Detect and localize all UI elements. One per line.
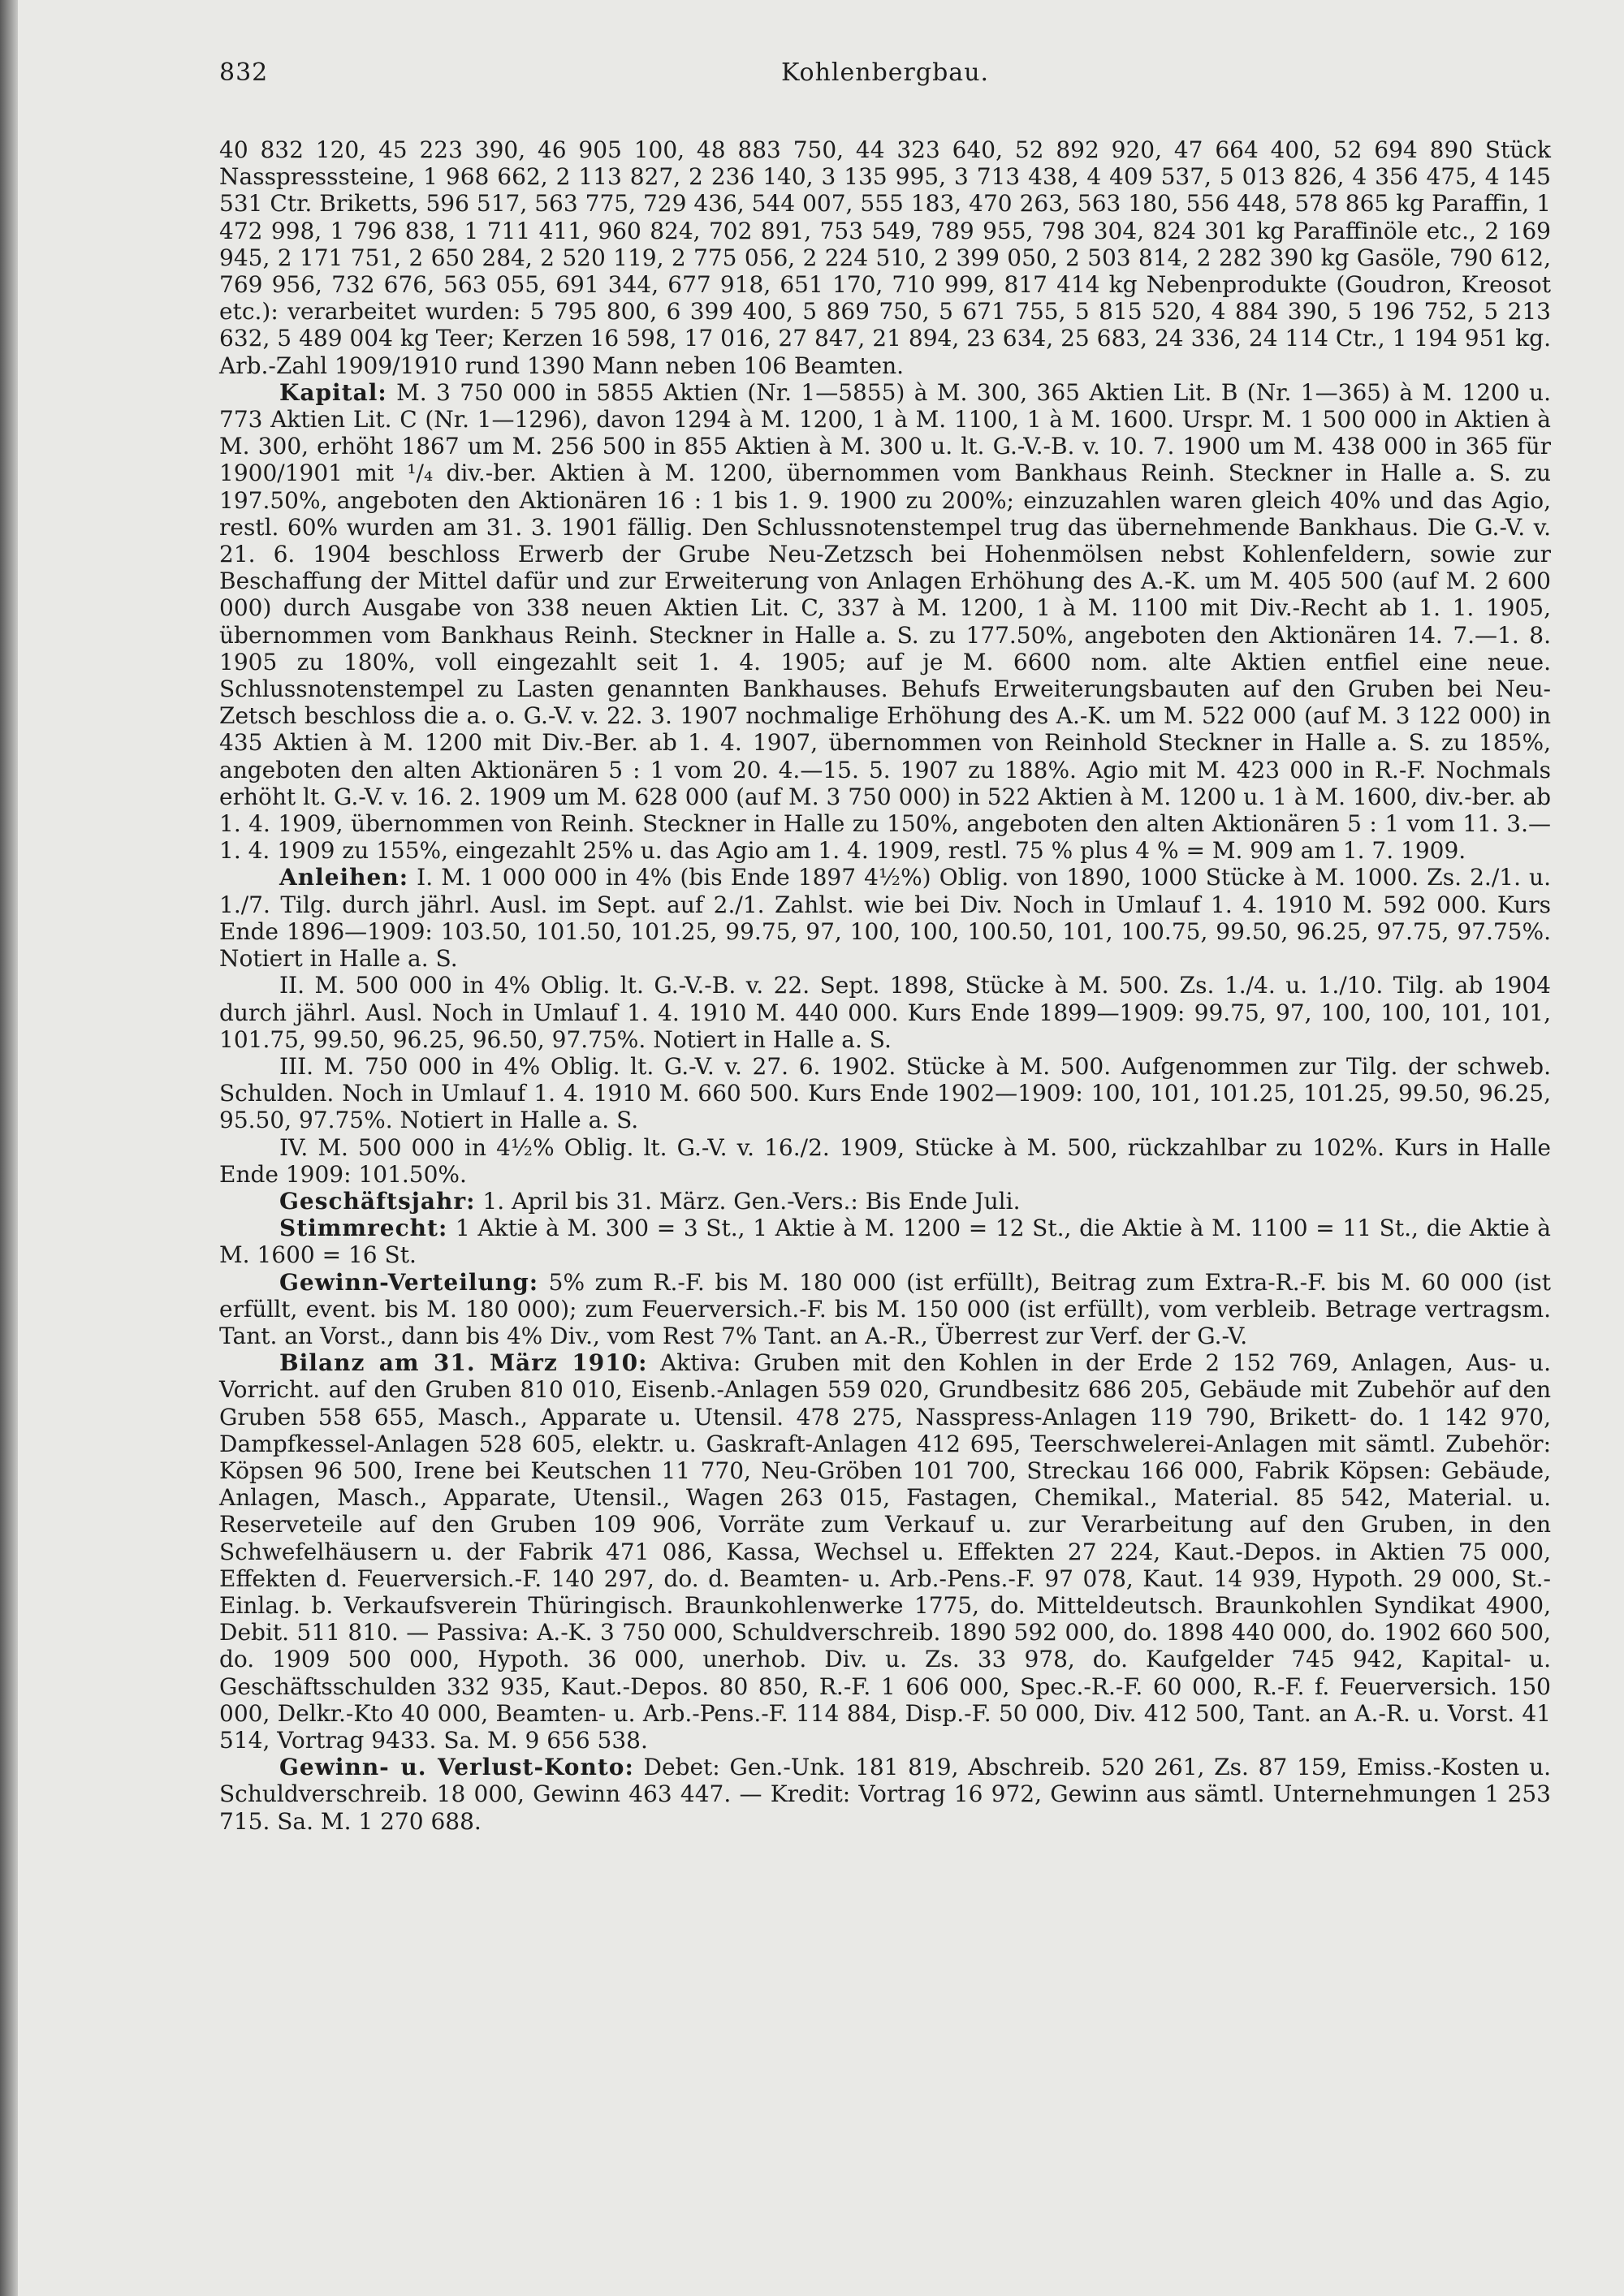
running-title: Kohlenbergbau. — [780, 58, 990, 87]
gewinn-verlust-paragraph — [219, 1754, 1551, 1835]
paragraph-text: III. M. 750 000 in 4% Oblig. lt. G.-V. v. 27. 6. 1902. Stücke à M. 500. Aufgenommen zur Tilg. der schweb. Schulden. Noch in Umlauf 1. 4. 1910 M. 660 500. Kurs Ende 1902—1909: 100, 101, 101.25, 101.25, 99.50, 96.25, 95.50, 97.75%. Notiert in Halle a. S. — [219, 1052, 1551, 1134]
section-heading: Kapital: — [279, 378, 387, 406]
geschaeftsjahr-paragraph — [219, 1188, 1551, 1215]
anleihe-iv-paragraph — [219, 1134, 1551, 1188]
section-heading: Gewinn- u. Verlust-Konto: — [279, 1754, 634, 1781]
paragraph-text: Aktiva: Gruben mit den Kohlen in der Erde 2 152 769, Anlagen, Aus- u. Vorricht. auf den Gruben 810 010, Eisenb.-Anlagen 559 020, Grundbesitz 686 205, Gebäude mit Zubehör auf den Gruben 558 655, Masch., Apparate u. Utensil. 478 275, Nasspress-Anlagen 119 790, Brikett- do. 1 142 970, Dampfkessel-Anlagen 528 605, elektr. u. Gaskraft-Anlagen 412 695, Teerschwelerei-Anlagen mit sämtl. Zubehör: Köpsen 96 500, Irene bei Keutschen 11 770, Neu-Gröben 101 700, Streckau 166 000, Fabrik Köpsen: Gebäude, Anlagen, Masch., Apparate, Utensil., Wagen 263 015, Fastagen, Chemikal., Material. 85 542, Material. u. Reserveteile auf den Gruben 109 906, Vorräte zum Verkauf u. zur Verarbeitung auf den Gruben, in den Schwefelhäusern u. der Fabrik 471 086, Kassa, Wechsel u. Effekten 27 224, Kaut.-Depos. in Aktien 75 000, Effekten d. Feuerversich.-F. 140 297, do. d. Beamten- u. Arb.-Pens.-F. 97 078, Kaut. 14 939, Hypoth. 29 000, St.-Einlag. b. Verkaufsverein Thüringisch. Braunkohlenwerke 1775, do. Mitteldeutsch. Braunkohlen Syndikat 4900, Debit. 511 810. — Passiva: A.-K. 3 750 000, Schuldverschreib. 1890 592 000, do. 1898 440 000, do. 1902 660 500, do. 1909 500 000, Hypoth. 36 000, unerhob. Div. u. Zs. 33 978, do. Kaufgelder 745 942, Kapital- u. Geschäftsschulden 332 935, Kaut.-Depos. 80 850, R.-F. 1 606 000, Spec.-R.-F. 60 000, R.-F. f. Feuerversich. 150 000, Delkr.-Kto 40 000, Beamten- u. Arb.-Pens.-F. 114 884, Disp.-F. 50 000, Div. 412 500, Tant. an A.-R. u. Vorst. 41 514, Vortrag 9433. Sa. M. 9 656 538. — [219, 1349, 1551, 1754]
page-number: 832 — [219, 58, 269, 87]
section-heading: Geschäftsjahr: — [279, 1187, 476, 1215]
stimmrecht-paragraph — [219, 1215, 1551, 1268]
document-page — [219, 49, 1551, 1835]
paragraph-text: 40 832 120, 45 223 390, 46 905 100, 48 883 750, 44 323 640, 52 892 920, 47 664 400, 52 694 890 Stück Nasspresssteine, 1 968 662, 2 113 827, 2 236 140, 3 135 995, 3 713 438, 4 409 537, 5 013 826, 4 356 475, 4 145 531 Ctr. Briketts, 596 517, 563 775, 729 436, 544 007, 555 183, 470 263, 563 180, 556 448, 578 865 kg Paraffin, 1 472 998, 1 796 838, 1 711 411, 960 824, 702 891, 753 549, 789 955, 798 304, 824 301 kg Paraffinöle etc., 2 169 945, 2 171 751, 2 650 284, 2 520 119, 2 775 056, 2 224 510, 2 399 050, 2 503 814, 2 282 390 kg Gasöle, 790 612, 769 956, 732 676, 563 055, 691 344, 677 918, 651 170, 710 999, 817 414 kg Nebenprodukte (Goudron, Kreosot etc.): verarbeitet wurden: 5 795 800, 6 399 400, 5 869 750, 5 671 755, 5 815 520, 4 884 390, 5 196 752, 5 213 632, 5 489 004 kg Teer; Kerzen 16 598, 17 016, 27 847, 21 894, 23 634, 25 683, 24 336, 24 114 Ctr., 1 194 951 kg. Arb.-Zahl 1909/1910 rund 1390 Mann neben 106 Beamten. — [219, 136, 1551, 379]
anleihe-ii-paragraph — [219, 972, 1551, 1053]
paragraph-text: 1. April bis 31. März. Gen.-Vers.: Bis Ende Juli. — [482, 1187, 1021, 1215]
paragraph-text: Debet: Gen.-Unk. 181 819, Abschreib. 520 261, Zs. 87 159, Emiss.-Kosten u. Schuldverschreib. 18 000, Gewinn 463 447. — Kredit: Vortrag 16 972, Gewinn aus sämtl. Unternehmungen 1 253 715. Sa. M. 1 270 688. — [219, 1754, 1551, 1835]
kapital-paragraph — [219, 379, 1551, 865]
bilanz-paragraph — [219, 1349, 1551, 1754]
page-header — [219, 49, 1551, 97]
paragraph-text: I. M. 1 000 000 in 4% (bis Ende 1897 4½%) Oblig. von 1890, 1000 Stücke à M. 1000. Zs. 2./1. u. 1./7. Tilg. durch jährl. Ausl. im Sept. auf 2./1. Zahlst. wie bei Div. Noch in Umlauf 1. 4. 1910 M. 592 000. Kurs Ende 1896—1909: 103.50, 101.50, 101.25, 99.75, 97, 100, 100, 100.50, 101, 100.75, 99.50, 96.25, 97.75, 97.75%. Notiert in Halle a. S. — [219, 864, 1551, 973]
anleihe-iii-paragraph — [219, 1053, 1551, 1134]
body-text — [219, 136, 1551, 1835]
section-heading: Stimmrecht: — [279, 1215, 448, 1242]
paragraph-text: 1 Aktie à M. 300 = 3 St., 1 Aktie à M. 1200 = 12 St., die Aktie à M. 1100 = 11 St., die Aktie à M. 1600 = 16 St. — [219, 1215, 1551, 1269]
paragraph-text: 5% zum R.-F. bis M. 180 000 (ist erfüllt), Beitrag zum Extra-R.-F. bis M. 60 000 (ist erfüllt, event. bis M. 180 000); zum Feuerversich.-F. bis M. 150 000 (ist erfüllt), vom verbleib. Betrage vertragsm. Tant. an Vorst., dann bis 4% Div., vom Rest 7% Tant. an A.-R., Überrest zur Verf. der G.-V. — [219, 1268, 1551, 1349]
section-heading: Anleihen: — [279, 864, 409, 891]
gewinn-verteilung-paragraph — [219, 1269, 1551, 1350]
production-paragraph — [219, 136, 1551, 379]
scan-edge — [0, 0, 18, 2296]
anleihen-paragraph — [219, 864, 1551, 972]
section-heading: Bilanz am 31. März 1910: — [279, 1349, 648, 1377]
section-heading: Gewinn-Verteilung: — [279, 1268, 539, 1296]
paragraph-text: IV. M. 500 000 in 4½% Oblig. lt. G.-V. v. 16./2. 1909, Stücke à M. 500, rückzahlbar zu 102%. Kurs in Halle Ende 1909: 101.50%. — [219, 1133, 1551, 1188]
paragraph-text: M. 3 750 000 in 5855 Aktien (Nr. 1—5855) à M. 300, 365 Aktien Lit. B (Nr. 1—365) à M. 1200 u. 773 Aktien Lit. C (Nr. 1—1296), davon 1294 à M. 1200, 1 à M. 1100, 1 à M. 1600. Urspr. M. 1 500 000 in Aktien à M. 300, erhöht 1867 um M. 256 500 in 855 Aktien à M. 300 u. lt. G.-V.-B. v. 10. 7. 1900 um M. 438 000 in 365 für 1900/1901 mit ¹/₄ div.-ber. Aktien à M. 1200, übernommen vom Bankhaus Reinh. Steckner in Halle a. S. zu 197.50%, angeboten den Aktionären 16 : 1 bis 1. 9. 1900 zu 200%; einzuzahlen waren gleich 40% und das Agio, restl. 60% wurden am 31. 3. 1901 fällig. Den Schlussnotenstempel trug das übernehmende Bankhaus. Die G.-V. v. 21. 6. 1904 beschloss Erwerb der Grube Neu-Zetzsch bei Hohenmölsen nebst Kohlenfeldern, sowie zur Beschaffung der Mittel dafür und zur Erweiterung von Anlagen Erhöhung des A.-K. um M. 405 500 (auf M. 2 600 000) durch Ausgabe von 338 neuen Aktien Lit. C, 337 à M. 1200, 1 à M. 1100 mit Div.-Recht ab 1. 1. 1905, übernommen vom Bankhaus Reinh. Steckner in Halle a. S. zu 177.50%, angeboten den Aktionären 14. 7.—1. 8. 1905 zu 180%, voll eingezahlt seit 1. 4. 1905; auf je M. 6600 nom. alte Aktien entfiel eine neue. Schlussnotenstempel zu Lasten genannten Bankhauses. Behufs Erweiterungsbauten auf den Gruben bei Neu-Zetsch beschloss die a. o. G.-V. v. 22. 3. 1907 nochmalige Erhöhung des A.-K. um M. 522 000 (auf M. 3 122 000) in 435 Aktien à M. 1200 mit Div.-Ber. ab 1. 4. 1907, übernommen von Reinhold Steckner in Halle a. S. zu 185%, angeboten den alten Aktionären 5 : 1 vom 20. 4.—15. 5. 1907 zu 188%. Agio mit M. 423 000 in R.-F. Nochmals erhöht lt. G.-V. v. 16. 2. 1909 um M. 628 000 (auf M. 3 750 000) in 522 Aktien à M. 1200 u. 1 à M. 1600, div.-ber. ab 1. 4. 1909, übernommen von Reinh. Steckner in Halle zu 150%, angeboten den alten Aktionären 5 : 1 vom 11. 3.—1. 4. 1909 zu 155%, eingezahlt 25% u. das Agio am 1. 4. 1909, restl. 75 % plus 4 % = M. 909 am 1. 7. 1909. — [219, 378, 1551, 865]
paragraph-text: II. M. 500 000 in 4% Oblig. lt. G.-V.-B. v. 22. Sept. 1898, Stücke à M. 500. Zs. 1./4. u. 1./10. Tilg. ab 1904 durch jährl. Ausl. Noch in Umlauf 1. 4. 1910 M. 440 000. Kurs Ende 1899—1909: 99.75, 97, 100, 100, 101, 101, 101.75, 99.50, 96.25, 96.50, 97.75%. Notiert in Halle a. S. — [219, 972, 1551, 1053]
